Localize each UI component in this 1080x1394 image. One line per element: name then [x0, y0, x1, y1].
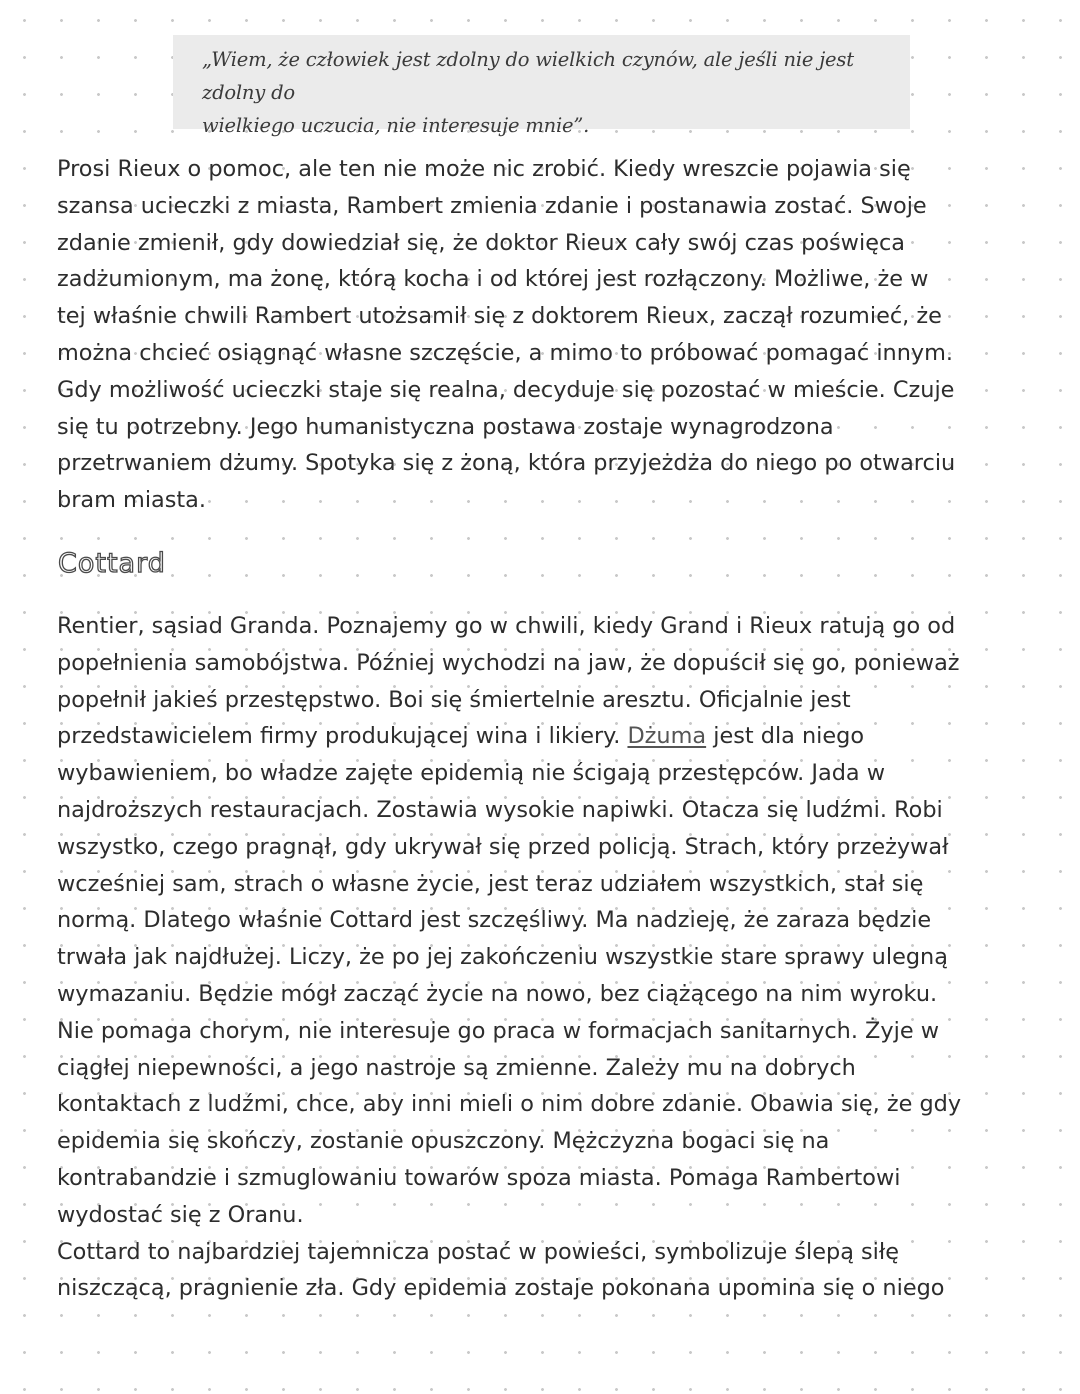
paragraph-line: można chcieć osiągnąć własne szczęście, a mimo to próbować pomagać innym. [57, 339, 954, 366]
paragraph-line: wymazaniu. Będzie mógł zacząć życie na nowo, bez ciążącego na nim wyroku. [57, 980, 938, 1007]
section-heading-cottard: Cottard [58, 548, 166, 579]
paragraph-line: tej właśnie chwili Rambert utożsamił się z doktorem Rieux, zaczął rozumieć, że [57, 303, 942, 330]
paragraph-line-with-link [57, 718, 1022, 755]
text-after-link: jest dla niego [706, 723, 865, 750]
paragraph-line: szansa ucieczki z miasta, Rambert zmienia zdanie i postanawia zostać. Swoje [57, 192, 927, 219]
paragraph-line: niszczącą, pragnienie zła. Gdy epidemia zostaje pokonana upomina się o niego [57, 1275, 945, 1302]
paragraph-line: kontrabandzie i szmuglowaniu towarów spoza miasta. Pomaga Rambertowi [57, 1164, 901, 1191]
rambert-paragraph [57, 151, 1022, 519]
paragraph-line: Rentier, sąsiad Granda. Poznajemy go w chwili, kiedy Grand i Rieux ratują go od [57, 613, 956, 639]
paragraph-line: wszystko, czego pragnął, gdy ukrywał się przed policją. Strach, który przeżywał [57, 833, 949, 860]
paragraph-line: popełnił jakieś przestępstwo. Boi się śmiertelnie aresztu. Oficjalnie jest [57, 686, 851, 713]
paragraph-line: popełnienia samobójstwa. Później wychodzi na jaw, że dopuścił się go, ponieważ [57, 649, 960, 676]
paragraph-line: wybawieniem, bo władze zajęte epidemią nie ścigają przestępców. Jada w [57, 760, 886, 787]
paragraph-line: przetrwaniem dżumy. Spotyka się z żoną, która przyjeżdża do niego po otwarciu [57, 450, 956, 477]
paragraph-line: bram miasta. [57, 487, 206, 514]
paragraph-line: kontaktach z ludźmi, chce, aby inni mieli o nim dobre zdanie. Obawia się, że gdy [57, 1091, 962, 1118]
quote-box [173, 35, 910, 137]
paragraph-line: zadżumionym, ma żonę, którą kocha i od której jest rozłączony. Możliwe, że w [57, 266, 929, 293]
cottard-paragraph [57, 608, 1022, 1307]
paragraph-line: Prosi Rieux o pomoc, ale ten nie może nic zrobić. Kiedy wreszcie pojawia się [57, 156, 911, 182]
text-before-link: przedstawicielem firmy produkującej wina i likiery. [57, 723, 628, 750]
paragraph-line: się tu potrzebny. Jego humanistyczna postawa zostaje wynagrodzona [57, 413, 834, 440]
paragraph-line: wydostać się z Oranu. [57, 1201, 304, 1228]
paragraph-line: trwała jak najdłużej. Liczy, że po jej zakończeniu wszystkie stare sprawy ulegną [57, 944, 948, 971]
paragraph-line: ciągłej niepewności, a jego nastroje są zmienne. Zależy mu na dobrych [57, 1054, 856, 1081]
paragraph-line: normą. Dlatego właśnie Cottard jest szczęśliwy. Ma nadzieję, że zaraza będzie [57, 907, 932, 934]
paragraph-line: Cottard to najbardziej tajemnicza postać w powieści, symbolizuje ślepą siłę [57, 1238, 900, 1265]
paragraph-line: najdroższych restauracjach. Zostawia wysokie napiwki. Otacza się ludźmi. Robi [57, 796, 943, 823]
paragraph-line: zdanie zmienił, gdy dowiedział się, że doktor Rieux cały swój czas poświęca [57, 229, 905, 256]
paragraph-line: epidemia się skończy, zostanie opuszczony. Mężczyzna bogaci się na [57, 1128, 830, 1155]
paragraph-line: Nie pomaga chorym, nie interesuje go praca w formacjach sanitarnych. Żyje w [57, 1017, 940, 1044]
paragraph-line: Gdy możliwość ucieczki staje się realna, decyduje się pozostać w mieście. Czuje [57, 376, 955, 403]
dzuma-link[interactable]: Dżuma [627, 723, 707, 750]
quote-text [202, 43, 886, 142]
paragraph-line: wcześniej sam, strach o własne życie, jest teraz udziałem wszystkich, stał się [57, 870, 924, 897]
quote-line: wielkiego uczucia, nie interesuje mnie”. [202, 114, 590, 137]
quote-line: „Wiem, że człowiek jest zdolny do wielkich czynów, ale jeśli nie jest zdolny do [202, 48, 854, 104]
